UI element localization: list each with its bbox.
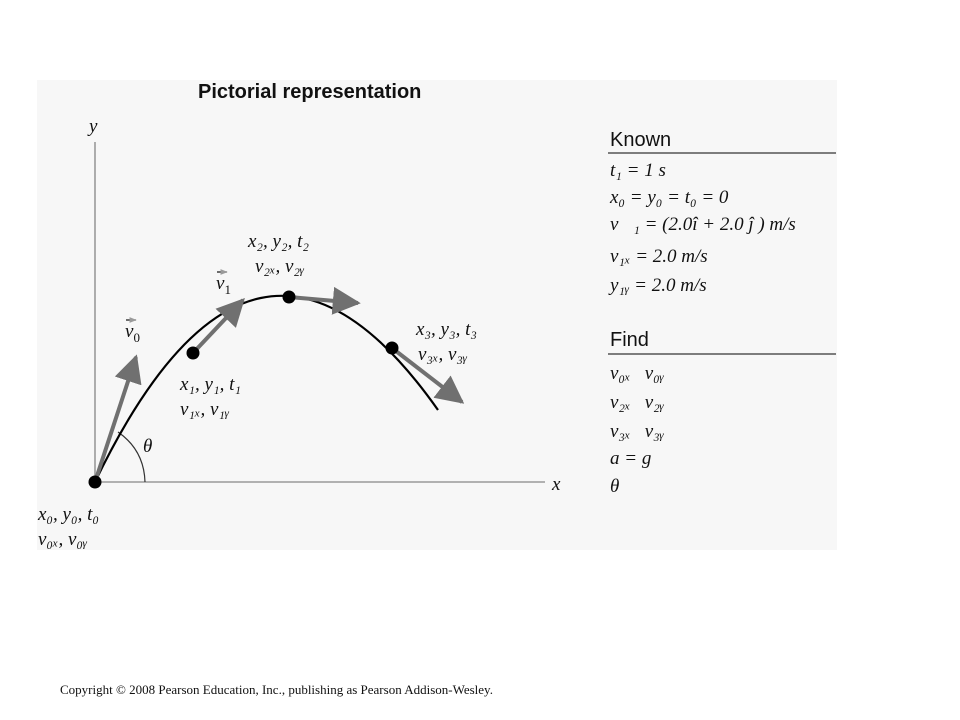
diagram-title: Pictorial representation: [198, 81, 422, 103]
point-3: [386, 342, 399, 355]
point-2: [283, 291, 296, 304]
point-1-label-line1: x₁, y₁, t₁: [180, 374, 241, 395]
point-0: [89, 476, 102, 489]
y-axis-label: y: [89, 116, 98, 137]
svg-text:v0: $v_0$: [125, 321, 140, 345]
known-item: v₁ₓ = 2.0 m/s: [610, 246, 708, 267]
v1-vector: [193, 300, 243, 353]
find-heading: Find: [610, 329, 649, 351]
v1-label: [216, 272, 231, 297]
point-2-label-line1: x₂, y₂, t₂: [248, 231, 309, 252]
point-3-label-line1: x₃, y₃, t₃: [416, 319, 477, 340]
known-item: v⃗₁ = (2.0î + 2.0 ĵ ) m/s: [610, 214, 796, 235]
find-item: a = g: [610, 448, 652, 469]
point-1-label-line2: v₁ₓ, v₁ᵧ: [180, 399, 230, 420]
known-heading: Known: [610, 129, 672, 151]
point-3-label-line2: v₃ₓ, v₃ᵧ: [418, 344, 468, 365]
point-2-label-line2: v₂ₓ, v₂ᵧ: [255, 256, 305, 277]
known-item: t₁ = 1 s: [610, 160, 666, 181]
v0-vector: [95, 357, 136, 482]
v0-label: [125, 320, 140, 345]
find-item: θ: [610, 476, 620, 497]
point-1: [187, 347, 200, 360]
point-0-label-line2: v₀ₓ, v₀ᵧ: [38, 529, 88, 550]
angle-arc: [118, 432, 145, 482]
known-item: y₁ᵧ = 2.0 m/s: [610, 275, 707, 296]
find-item: v₃ₓ v₃ᵧ: [610, 421, 665, 442]
point-0-label-line1: x₀, y₀, t₀: [38, 504, 99, 525]
v2-vector: [289, 297, 358, 303]
known-item: x₀ = y₀ = t₀ = 0: [610, 187, 729, 208]
find-item: v₂ₓ v₂ᵧ: [610, 392, 665, 413]
svg-text:v1: $v_1$: [216, 273, 231, 297]
find-item: v₀ₓ v₀ᵧ: [610, 363, 665, 384]
copyright-notice: Copyright © 2008 Pearson Education, Inc., publishing as Pearson Addison-Wesley.: [60, 682, 493, 697]
x-axis-label: x: [552, 474, 561, 495]
angle-label: θ: [143, 436, 153, 457]
